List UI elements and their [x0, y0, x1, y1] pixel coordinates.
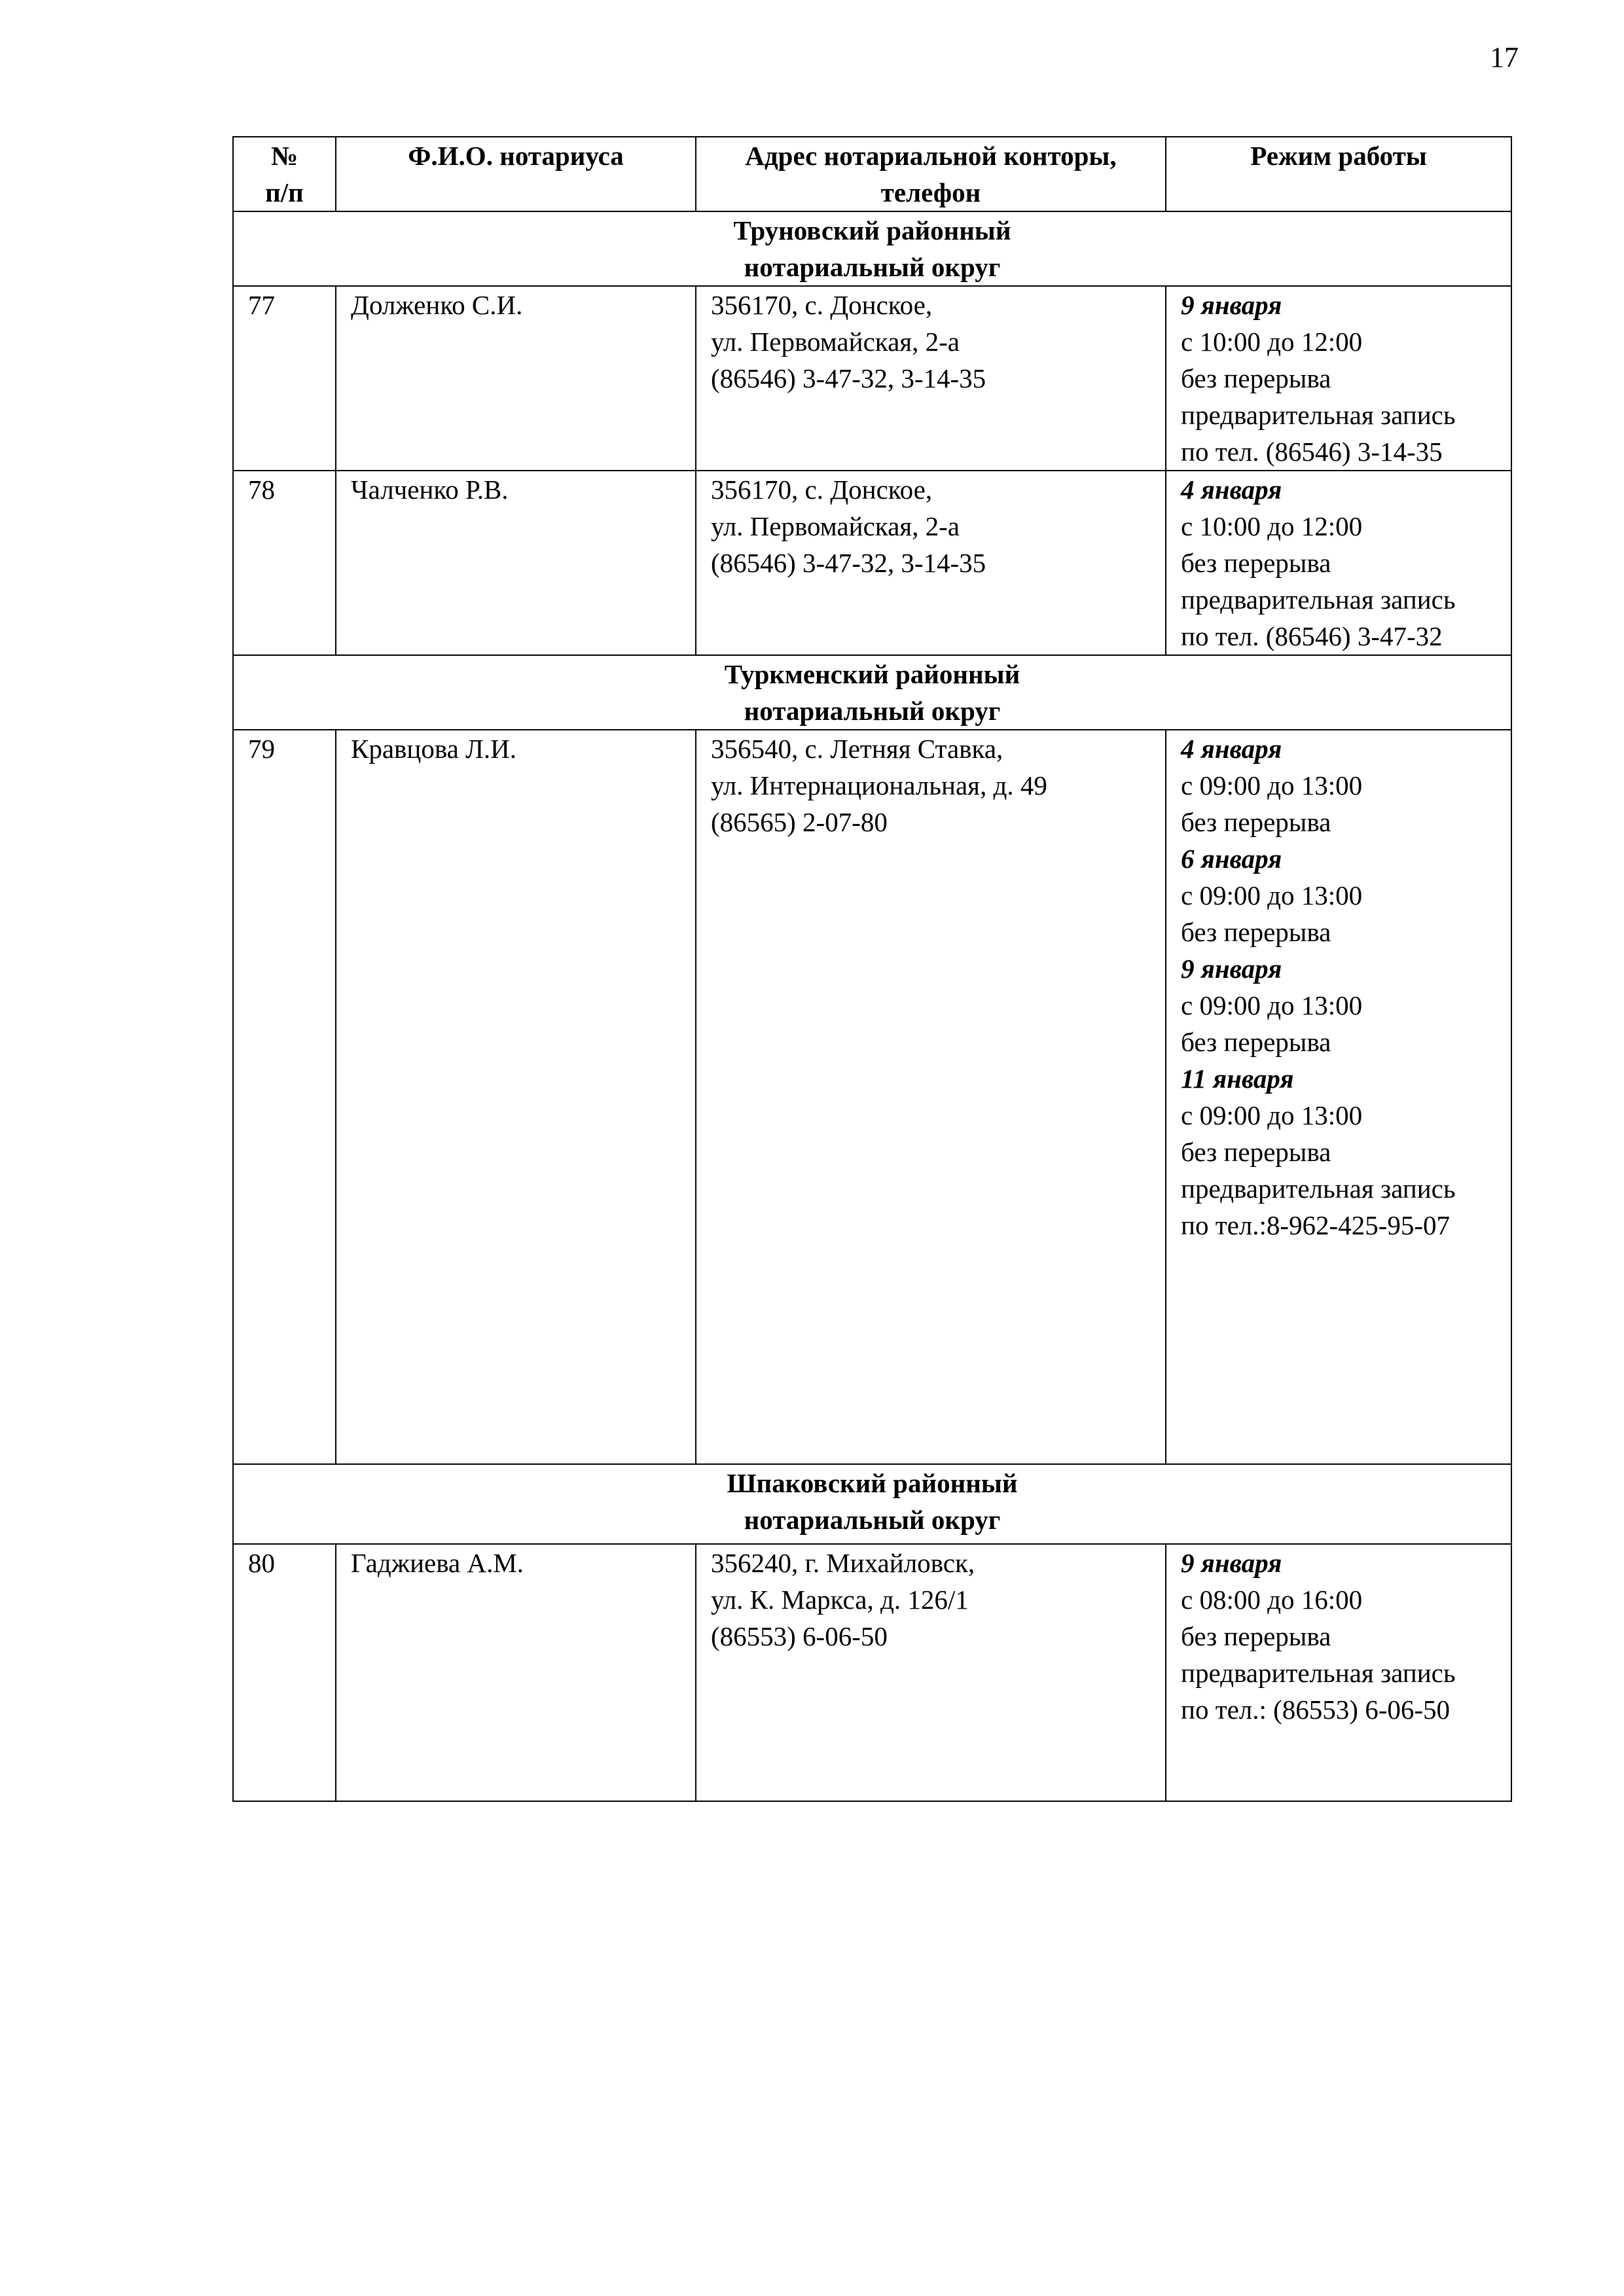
address-line: ул. Интернациональная, д. 49	[711, 770, 1047, 800]
notary-row	[233, 730, 1511, 1464]
cell-num: 79	[233, 730, 336, 1464]
header-address-line: Адрес нотариальной конторы,	[745, 141, 1117, 171]
district-title-line: нотариальный округ	[744, 696, 1001, 726]
schedule-line: предварительная запись	[1181, 1174, 1456, 1204]
schedule-line: с 09:00 до 13:00	[1181, 990, 1363, 1020]
schedule-day: 4 января	[1181, 475, 1282, 505]
notary-table	[232, 136, 1512, 1802]
district-row	[233, 1464, 1511, 1544]
schedule-line: по тел. (86546) 3-47-32	[1181, 621, 1443, 651]
address-line: (86553) 6-06-50	[711, 1621, 888, 1651]
address-line: 356540, с. Летняя Ставка,	[711, 734, 1003, 764]
cell-address	[696, 471, 1166, 655]
schedule-line: предварительная запись	[1181, 1658, 1456, 1688]
schedule-line: с 08:00 до 16:00	[1181, 1585, 1363, 1615]
table-body	[233, 211, 1511, 1801]
cell-schedule	[1166, 471, 1511, 655]
notary-row	[233, 1544, 1511, 1801]
schedule-line: с 09:00 до 13:00	[1181, 880, 1363, 910]
cell-address	[696, 730, 1166, 1464]
header-address	[696, 137, 1166, 211]
header-name-label: Ф.И.О. нотариуса	[408, 141, 624, 171]
address-line: 356170, с. Донское,	[711, 475, 933, 505]
cell-num: 80	[233, 1544, 336, 1801]
schedule-day: 6 января	[1181, 844, 1282, 874]
address-line: (86565) 2-07-80	[711, 807, 888, 837]
schedule-line: без перерыва	[1181, 1137, 1331, 1167]
header-schedule	[1166, 137, 1511, 211]
schedule-line: по тел. (86546) 3-14-35	[1181, 437, 1443, 467]
cell-num: 77	[233, 286, 336, 471]
cell-notary-name: Чалченко Р.В.	[336, 471, 696, 655]
cell-notary-name: Кравцова Л.И.	[336, 730, 696, 1464]
district-row	[233, 211, 1511, 286]
schedule-line: по тел.:8-962-425-95-07	[1181, 1210, 1451, 1240]
district-title	[233, 1464, 1511, 1544]
schedule-line: без перерыва	[1181, 1621, 1331, 1651]
address-line: 356170, с. Донское,	[711, 290, 933, 320]
header-num-line: №	[270, 141, 298, 171]
address-line: ул. Первомайская, 2-а	[711, 511, 960, 541]
schedule-line: с 09:00 до 13:00	[1181, 770, 1363, 800]
cell-num: 78	[233, 471, 336, 655]
address-line: ул. К. Маркса, д. 126/1	[711, 1585, 969, 1615]
district-title-line: Туркменский районный	[724, 659, 1020, 689]
schedule-line: с 09:00 до 13:00	[1181, 1100, 1363, 1130]
schedule-line: без перерыва	[1181, 363, 1331, 393]
schedule-line: по тел.: (86553) 6-06-50	[1181, 1695, 1451, 1725]
district-title-line: нотариальный округ	[744, 1505, 1001, 1535]
notary-row	[233, 471, 1511, 655]
cell-schedule	[1166, 1544, 1511, 1801]
district-row	[233, 655, 1511, 730]
schedule-line: без перерыва	[1181, 548, 1331, 578]
address-line: (86546) 3-47-32, 3-14-35	[711, 548, 986, 578]
address-line: (86546) 3-47-32, 3-14-35	[711, 363, 986, 393]
page-number: 17	[1490, 41, 1519, 73]
schedule-day: 9 января	[1181, 1548, 1282, 1578]
schedule-day: 9 января	[1181, 290, 1282, 320]
cell-schedule	[1166, 286, 1511, 471]
cell-address	[696, 286, 1166, 471]
header-name	[336, 137, 696, 211]
schedule-line: предварительная запись	[1181, 584, 1456, 615]
schedule-day: 9 января	[1181, 954, 1282, 984]
header-num-line: п/п	[265, 177, 304, 207]
header-schedule-label: Режим работы	[1250, 141, 1427, 171]
header-address-line: телефон	[880, 177, 981, 207]
schedule-line: без перерыва	[1181, 807, 1331, 837]
address-line: ул. Первомайская, 2-а	[711, 327, 960, 357]
schedule-line: без перерыва	[1181, 917, 1331, 947]
schedule-day: 4 января	[1181, 734, 1282, 764]
cell-notary-name: Гаджиева А.М.	[336, 1544, 696, 1801]
cell-schedule	[1166, 730, 1511, 1464]
schedule-line: предварительная запись	[1181, 400, 1456, 430]
district-title-line: Шпаковский районный	[727, 1468, 1018, 1498]
address-line: 356240, г. Михайловск,	[711, 1548, 975, 1578]
district-title	[233, 211, 1511, 286]
notary-row	[233, 286, 1511, 471]
cell-address	[696, 1544, 1166, 1801]
cell-notary-name: Долженко С.И.	[336, 286, 696, 471]
district-title	[233, 655, 1511, 730]
district-title-line: Труновский районный	[733, 215, 1011, 245]
schedule-day: 11 января	[1181, 1064, 1294, 1094]
header-num	[233, 137, 336, 211]
schedule-line: с 10:00 до 12:00	[1181, 511, 1363, 541]
schedule-line: без перерыва	[1181, 1027, 1331, 1057]
schedule-line: с 10:00 до 12:00	[1181, 327, 1363, 357]
header-row	[233, 137, 1511, 211]
district-title-line: нотариальный округ	[744, 252, 1001, 282]
